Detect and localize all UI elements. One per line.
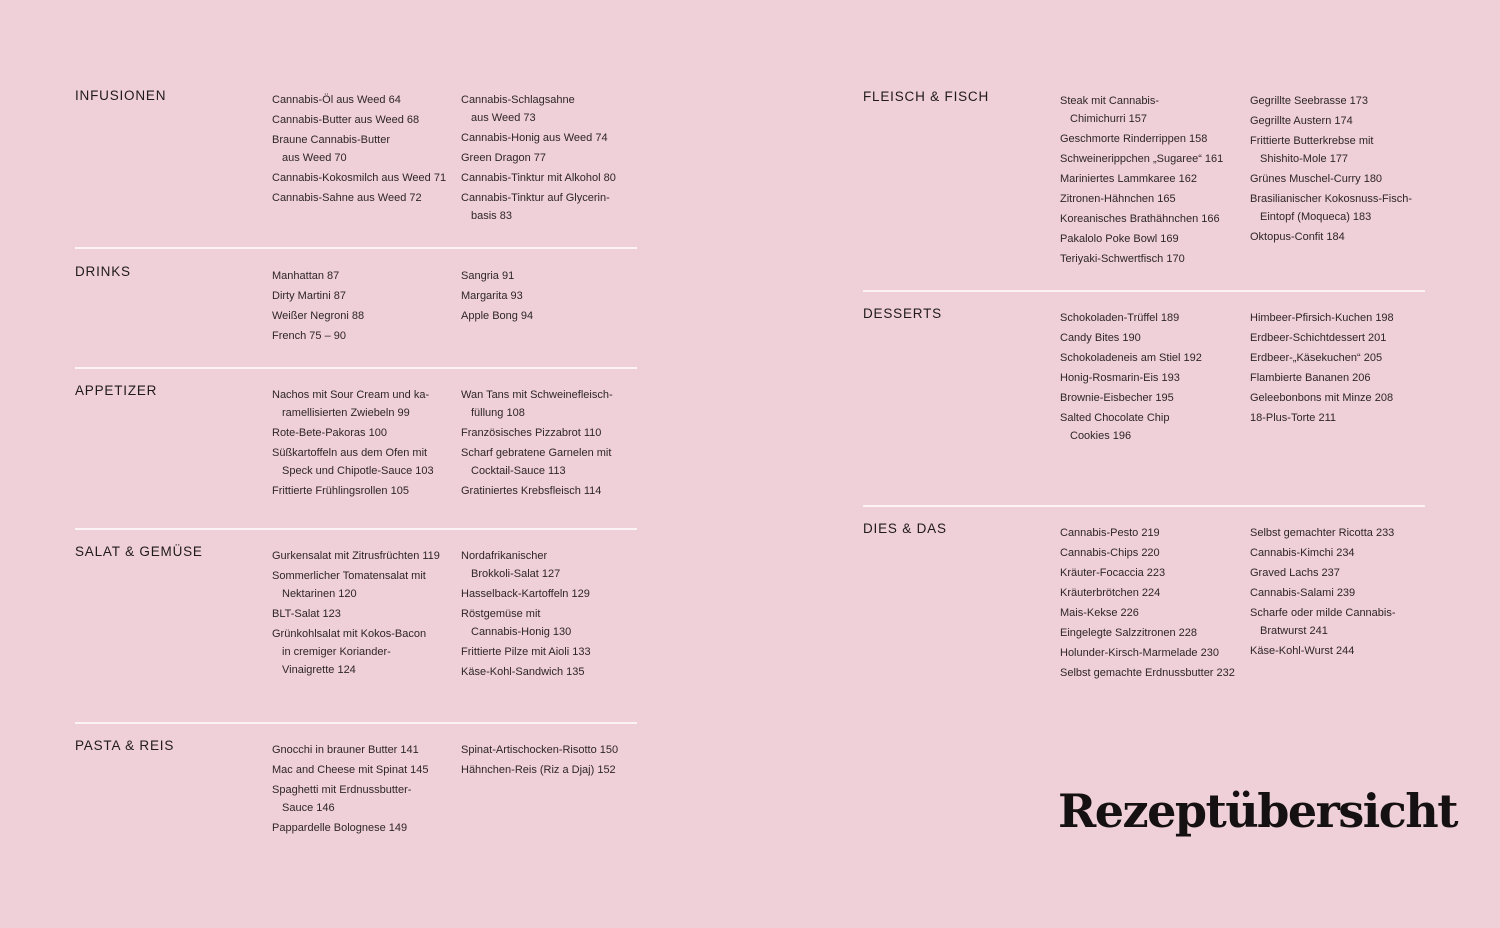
recipe-line: Vinaigrette 124 — [282, 664, 356, 676]
recipe-line: Süßkartoffeln aus dem Ofen mit — [272, 447, 428, 459]
recipe-column-2 — [461, 741, 647, 781]
recipe-line: Pappardelle Bolognese 149 — [272, 822, 408, 834]
recipe-entry — [1060, 190, 1246, 208]
recipe-entry — [461, 287, 647, 305]
recipe-line: Shishito-Mole 177 — [1260, 153, 1349, 165]
recipe-entry — [461, 189, 647, 225]
recipe-line: Eingelegte Salzzitronen 228 — [1060, 627, 1197, 639]
recipe-column-1 — [272, 91, 458, 209]
recipe-line: Käse-Kohl-Wurst 244 — [1250, 645, 1355, 657]
recipe-line: Scharf gebratene Garnelen mit — [461, 447, 612, 459]
recipe-entry — [1250, 309, 1436, 327]
recipe-column-1 — [272, 547, 458, 681]
recipe-entry — [461, 547, 647, 583]
recipe-line: Weißer Negroni 88 — [272, 310, 365, 322]
recipe-entry — [461, 605, 647, 641]
recipe-line: Honig-Rosmarin-Eis 193 — [1060, 372, 1180, 384]
recipe-column-2 — [461, 386, 647, 502]
recipe-entry — [1250, 228, 1436, 246]
recipe-column-1 — [1060, 524, 1246, 684]
recipe-entry — [1060, 210, 1246, 228]
recipe-entry — [1060, 389, 1246, 407]
recipe-entry — [1060, 230, 1246, 248]
recipe-entry — [272, 741, 458, 759]
recipe-entry — [272, 781, 458, 817]
recipe-entry — [272, 131, 458, 167]
recipe-column-2 — [461, 91, 647, 227]
recipe-line: ramellisierten Zwiebeln 99 — [282, 407, 410, 419]
recipe-line: basis 83 — [471, 210, 512, 222]
recipe-line: Green Dragon 77 — [461, 152, 546, 164]
recipe-line: Rote-Bete-Pakoras 100 — [272, 427, 387, 439]
recipe-line: Scharfe oder milde Cannabis- — [1250, 607, 1396, 619]
recipe-entry — [1250, 170, 1436, 188]
recipe-line: Kräuterbrötchen 224 — [1060, 587, 1161, 599]
recipe-column-2 — [1250, 92, 1436, 248]
recipe-line: Candy Bites 190 — [1060, 332, 1141, 344]
recipe-entry — [1060, 369, 1246, 387]
recipe-entry — [1060, 604, 1246, 622]
recipe-line: Mariniertes Lammkaree 162 — [1060, 173, 1197, 185]
recipe-line: Braune Cannabis-Butter — [272, 134, 391, 146]
divider-rule — [75, 528, 637, 530]
recipe-line: Frittierte Pilze mit Aioli 133 — [461, 646, 591, 658]
recipe-entry — [272, 567, 458, 603]
recipe-entry — [461, 91, 647, 127]
recipe-entry — [1250, 642, 1436, 660]
recipe-entry — [272, 386, 458, 422]
recipe-line: Holunder-Kirsch-Marmelade 230 — [1060, 647, 1219, 659]
section-title: PASTA & REIS — [75, 738, 175, 753]
recipe-entry — [461, 129, 647, 147]
recipe-column-1 — [272, 267, 458, 347]
recipe-line: Wan Tans mit Schweinefleisch- — [461, 389, 613, 401]
recipe-line: Cannabis-Tinktur mit Alkohol 80 — [461, 172, 616, 184]
recipe-line: Cannabis-Pesto 219 — [1060, 527, 1160, 539]
recipe-entry — [1060, 524, 1246, 542]
recipe-entry — [1060, 329, 1246, 347]
recipe-line: Pakalolo Poke Bowl 169 — [1060, 233, 1179, 245]
recipe-entry — [461, 424, 647, 442]
divider-rule — [863, 290, 1425, 292]
section-title: SALAT & GEMÜSE — [75, 544, 203, 559]
recipe-entry — [1060, 584, 1246, 602]
recipe-entry — [1250, 389, 1436, 407]
recipe-line: BLT-Salat 123 — [272, 608, 341, 620]
recipe-entry — [461, 307, 647, 325]
recipe-line: Cannabis-Schlagsahne — [461, 94, 575, 106]
recipe-entry — [1060, 150, 1246, 168]
recipe-line: Geschmorte Rinderrippen 158 — [1060, 133, 1208, 145]
recipe-entry — [272, 91, 458, 109]
recipe-line: Dirty Martini 87 — [272, 290, 346, 302]
recipe-line: Gegrillte Austern 174 — [1250, 115, 1353, 127]
recipe-entry — [461, 267, 647, 285]
recipe-line: Apple Bong 94 — [461, 310, 534, 322]
recipe-line: Oktopus-Confit 184 — [1250, 231, 1345, 243]
recipe-line: Mac and Cheese mit Spinat 145 — [272, 764, 429, 776]
recipe-entry — [1250, 409, 1436, 427]
recipe-entry — [272, 819, 458, 837]
recipe-entry — [272, 424, 458, 442]
recipe-entry — [1250, 190, 1436, 226]
recipe-line: Sauce 146 — [282, 802, 335, 814]
recipe-entry — [272, 444, 458, 480]
recipe-line: Gnocchi in brauner Butter 141 — [272, 744, 419, 756]
recipe-line: Salted Chocolate Chip — [1060, 412, 1170, 424]
recipe-line: Bratwurst 241 — [1260, 625, 1328, 637]
recipe-entry — [272, 327, 458, 345]
recipe-entry — [1250, 329, 1436, 347]
page-title: Rezeptübersicht — [1058, 784, 1457, 838]
recipe-entry — [272, 605, 458, 623]
recipe-line: Schokoladeneis am Stiel 192 — [1060, 352, 1202, 364]
recipe-entry — [461, 663, 647, 681]
recipe-entry — [272, 307, 458, 325]
recipe-entry — [1060, 250, 1246, 268]
divider-rule — [75, 367, 637, 369]
recipe-line: Cannabis-Kokosmilch aus Weed 71 — [272, 172, 447, 184]
recipe-entry — [272, 111, 458, 129]
recipe-entry — [461, 761, 647, 779]
section-title: INFUSIONEN — [75, 88, 167, 103]
recipe-entry — [272, 189, 458, 207]
recipe-line: Margarita 93 — [461, 290, 523, 302]
recipe-line: Cannabis-Kimchi 234 — [1250, 547, 1355, 559]
recipe-line: Speck und Chipotle-Sauce 103 — [282, 465, 434, 477]
recipe-line: Brasilianischer Kokosnuss-Fisch- — [1250, 193, 1412, 205]
recipe-entry — [1060, 309, 1246, 327]
recipe-entry — [1250, 112, 1436, 130]
recipe-line: Cannabis-Tinktur auf Glycerin- — [461, 192, 610, 204]
recipe-entry — [1060, 564, 1246, 582]
recipe-entry — [1060, 409, 1246, 445]
recipe-line: Erdbeer-„Käsekuchen“ 205 — [1250, 352, 1383, 364]
recipe-entry — [272, 287, 458, 305]
section-title: APPETIZER — [75, 383, 158, 398]
recipe-entry — [272, 547, 458, 565]
recipe-line: Mais-Kekse 226 — [1060, 607, 1139, 619]
recipe-entry — [1250, 132, 1436, 168]
recipe-line: French 75 – 90 — [272, 330, 346, 342]
divider-rule — [75, 247, 637, 249]
recipe-line: Steak mit Cannabis- — [1060, 95, 1160, 107]
recipe-line: Schokoladen-Trüffel 189 — [1060, 312, 1180, 324]
recipe-entry — [461, 149, 647, 167]
recipe-line: Cannabis-Honig aus Weed 74 — [461, 132, 608, 144]
recipe-entry — [461, 741, 647, 759]
recipe-entry — [1250, 544, 1436, 562]
recipe-line: Cocktail-Sauce 113 — [471, 465, 566, 477]
recipe-line: Sommerlicher Tomatensalat mit — [272, 570, 426, 582]
recipe-column-2 — [1250, 309, 1436, 429]
recipe-entry — [1060, 664, 1246, 682]
section-title: DRINKS — [75, 264, 131, 279]
recipe-line: in cremiger Koriander- — [282, 646, 391, 658]
recipe-line: Himbeer-Pfirsich-Kuchen 198 — [1250, 312, 1394, 324]
recipe-entry — [461, 444, 647, 480]
recipe-line: 18-Plus-Torte 211 — [1250, 412, 1337, 424]
recipe-entry — [461, 643, 647, 661]
recipe-line: füllung 108 — [471, 407, 525, 419]
recipe-line: Französisches Pizzabrot 110 — [461, 427, 602, 439]
recipe-line: Kräuter-Focaccia 223 — [1060, 567, 1166, 579]
recipe-line: Spinat-Artischocken-Risotto 150 — [461, 744, 619, 756]
recipe-line: Gegrillte Seebrasse 173 — [1250, 95, 1369, 107]
recipe-entry — [461, 386, 647, 422]
recipe-entry — [461, 482, 647, 500]
recipe-line: Gratiniertes Krebsfleisch 114 — [461, 485, 602, 497]
recipe-entry — [1250, 564, 1436, 582]
recipe-column-1 — [1060, 92, 1246, 270]
recipe-line: Cannabis-Sahne aus Weed 72 — [272, 192, 422, 204]
recipe-line: Käse-Kohl-Sandwich 135 — [461, 666, 585, 678]
recipe-line: Cannabis-Butter aus Weed 68 — [272, 114, 420, 126]
recipe-entry — [461, 585, 647, 603]
recipe-entry — [1250, 92, 1436, 110]
recipe-line: Teriyaki-Schwertfisch 170 — [1060, 253, 1185, 265]
recipe-entry — [272, 267, 458, 285]
recipe-line: Erdbeer-Schichtdessert 201 — [1250, 332, 1387, 344]
recipe-entry — [272, 761, 458, 779]
recipe-column-1 — [1060, 309, 1246, 447]
recipe-entry — [1060, 130, 1246, 148]
recipe-line: Selbst gemachter Ricotta 233 — [1250, 527, 1395, 539]
recipe-line: Grünes Muschel-Curry 180 — [1250, 173, 1383, 185]
recipe-line: Gurkensalat mit Zitrusfrüchten 119 — [272, 550, 440, 562]
recipe-line: Cannabis-Honig 130 — [471, 626, 572, 638]
divider-rule — [75, 722, 637, 724]
recipe-line: Manhattan 87 — [272, 270, 340, 282]
recipe-entry — [272, 482, 458, 500]
recipe-line: Selbst gemachte Erdnussbutter 232 — [1060, 667, 1235, 679]
recipe-column-2 — [461, 547, 647, 683]
recipe-line: Grünkohlsalat mit Kokos-Bacon — [272, 628, 427, 640]
recipe-line: aus Weed 73 — [471, 112, 536, 124]
recipe-line: Nachos mit Sour Cream und ka- — [272, 389, 430, 401]
recipe-column-2 — [461, 267, 647, 327]
recipe-line: Cookies 196 — [1070, 430, 1132, 442]
recipe-entry — [1060, 544, 1246, 562]
recipe-line: Nektarinen 120 — [282, 588, 357, 600]
recipe-line: Hähnchen-Reis (Riz a Djaj) 152 — [461, 764, 616, 776]
recipe-line: Brokkoli-Salat 127 — [471, 568, 561, 580]
recipe-line: Chimichurri 157 — [1070, 113, 1148, 125]
recipe-line: Graved Lachs 237 — [1250, 567, 1340, 579]
recipe-line: Schweinerippchen „Sugaree“ 161 — [1060, 153, 1224, 165]
section-title: DIES & DAS — [863, 521, 947, 536]
recipe-entry — [1060, 349, 1246, 367]
recipe-entry — [1250, 584, 1436, 602]
recipe-line: Flambierte Bananen 206 — [1250, 372, 1371, 384]
recipe-line: Cannabis-Salami 239 — [1250, 587, 1356, 599]
recipe-entry — [1250, 524, 1436, 542]
recipe-column-1 — [272, 386, 458, 502]
recipe-entry — [461, 169, 647, 187]
recipe-line: Röstgemüse mit — [461, 608, 541, 620]
recipe-entry — [272, 625, 458, 679]
recipe-line: Frittierte Butterkrebse mit — [1250, 135, 1374, 147]
recipe-line: Frittierte Frühlingsrollen 105 — [272, 485, 409, 497]
recipe-entry — [1250, 369, 1436, 387]
recipe-entry — [1060, 92, 1246, 128]
recipe-line: Nordafrikanischer — [461, 550, 548, 562]
divider-rule — [863, 505, 1425, 507]
recipe-line: Cannabis-Öl aus Weed 64 — [272, 94, 401, 106]
recipe-line: aus Weed 70 — [282, 152, 347, 164]
section-title: FLEISCH & FISCH — [863, 89, 990, 104]
recipe-line: Spaghetti mit Erdnussbutter- — [272, 784, 412, 796]
recipe-entry — [1060, 170, 1246, 188]
recipe-line: Zitronen-Hähnchen 165 — [1060, 193, 1176, 205]
section-title: DESSERTS — [863, 306, 942, 321]
recipe-entry — [1060, 624, 1246, 642]
recipe-line: Koreanisches Brathähnchen 166 — [1060, 213, 1220, 225]
recipe-entry — [1250, 349, 1436, 367]
recipe-line: Hasselback-Kartoffeln 129 — [461, 588, 590, 600]
recipe-entry — [272, 169, 458, 187]
recipe-line: Brownie-Eisbecher 195 — [1060, 392, 1174, 404]
recipe-line: Sangria 91 — [461, 270, 515, 282]
recipe-column-1 — [272, 741, 458, 839]
recipe-line: Eintopf (Moqueca) 183 — [1260, 211, 1372, 223]
recipe-column-2 — [1250, 524, 1436, 662]
recipe-line: Geleebonbons mit Minze 208 — [1250, 392, 1394, 404]
recipe-entry — [1250, 604, 1436, 640]
recipe-entry — [1060, 644, 1246, 662]
recipe-line: Cannabis-Chips 220 — [1060, 547, 1160, 559]
